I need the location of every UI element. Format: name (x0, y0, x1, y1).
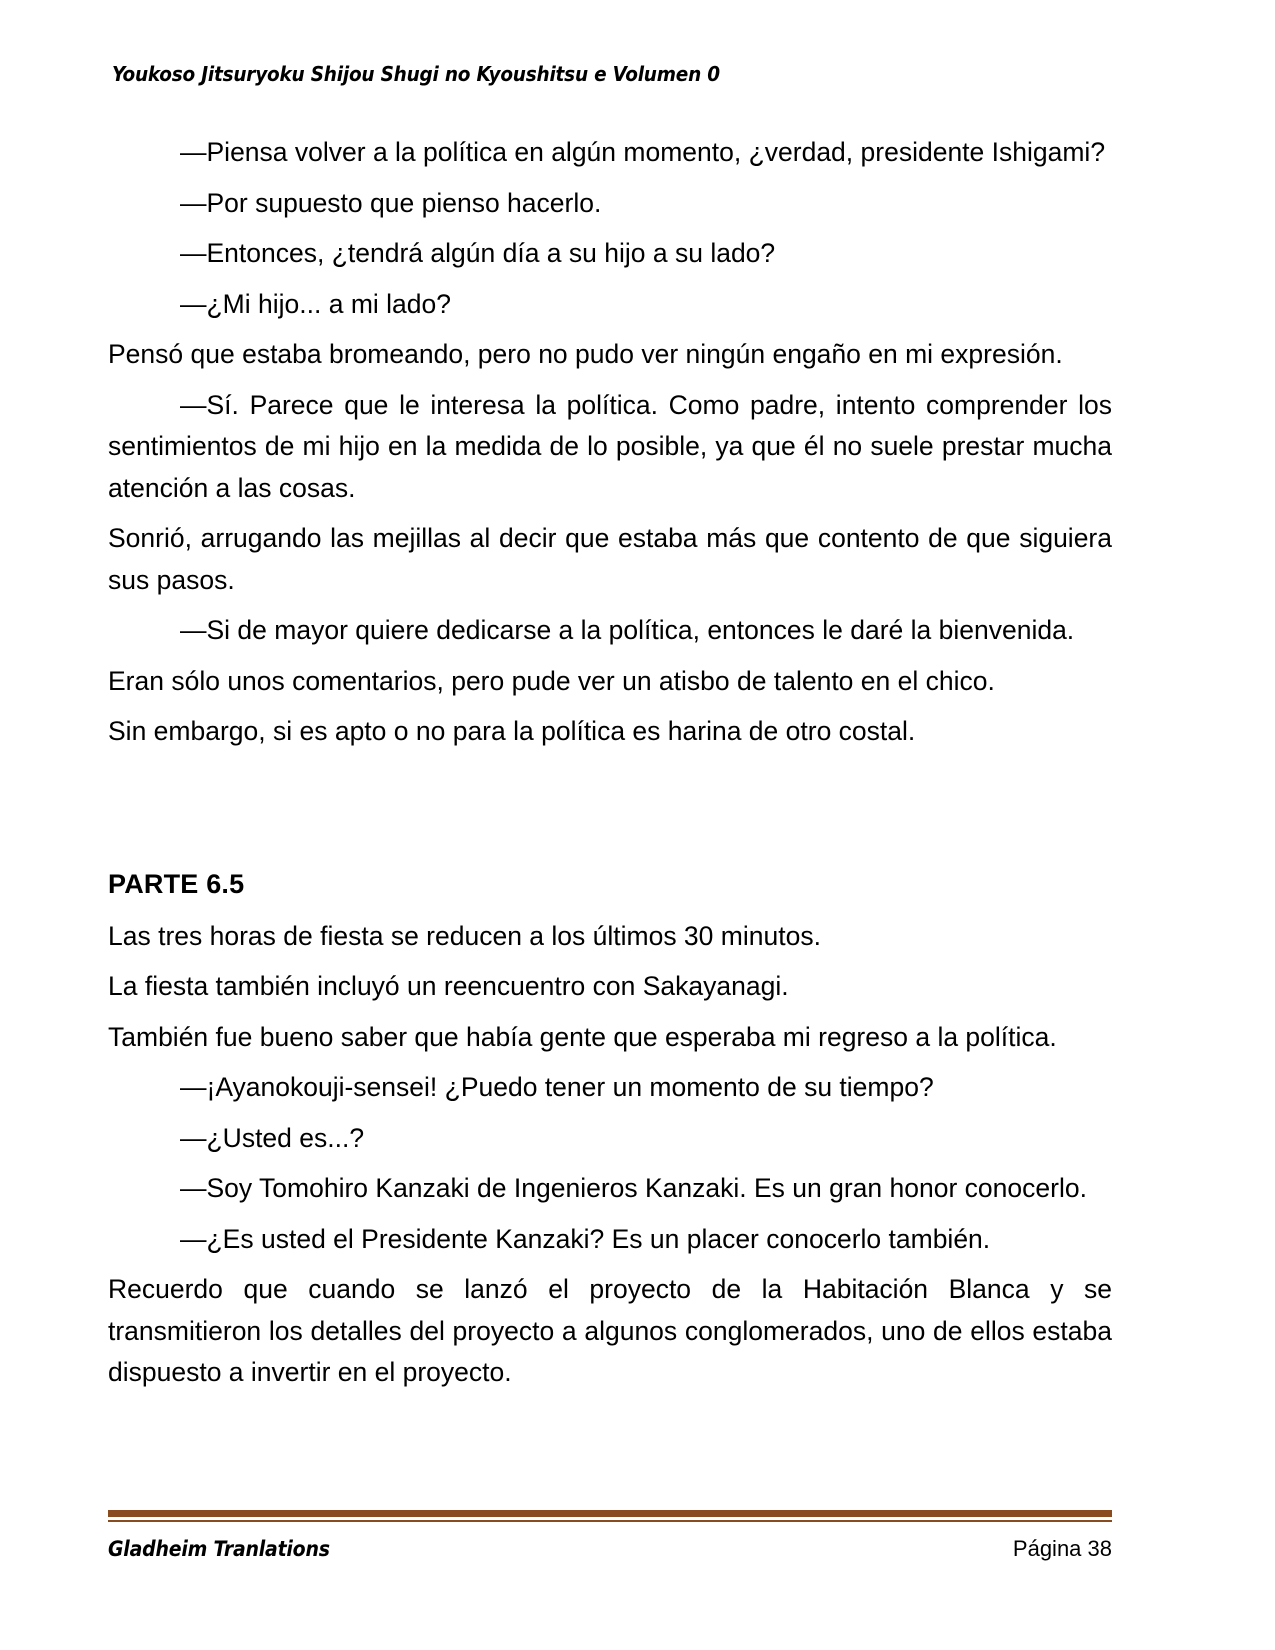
page-footer (108, 1510, 1112, 1562)
paragraph-dialogue-1: —Piensa volver a la política en algún momento, ¿verdad, presidente Ishigami? (180, 137, 1106, 167)
footer-content-row (108, 1536, 1112, 1562)
paragraph-dialogue-5: —Sí. Parece que le interesa la política. Como padre, intento comprender los sentimientos de mi hijo en la medida de lo posible, ya que él no suele prestar mucha atención a las cosas. (108, 389, 1112, 503)
paragraph-dialogue-10: —¿Es usted el Presidente Kanzaki? Es un placer conocerlo también. (180, 1223, 991, 1254)
paragraph-narration-8: Recuerdo que cuando se lanzó el proyecto de la Habitación Blanca y se transmitieron los detalles del proyecto a algunos conglomerados, uno de ellos estaba dispuesto a invertir en el proyecto. (108, 1274, 1112, 1387)
paragraph-narration-3: Eran sólo unos comentarios, pero pude ver un atisbo de talento en el chico. (108, 665, 995, 696)
footer-divider-thin (108, 1520, 1112, 1522)
paragraph-narration-6: La fiesta también incluyó un reencuentro con Sakayanagi. (108, 971, 789, 1001)
paragraph-narration-7: También fue bueno saber que había gente que esperaba mi regreso a la política. (108, 1021, 1057, 1052)
paragraph-dialogue-8: —¿Usted es...? (180, 1122, 365, 1153)
paragraph-dialogue-9: —Soy Tomohiro Kanzaki de Ingenieros Kanzaki. Es un gran honor conocerlo. (180, 1173, 1087, 1203)
paragraph-narration-4: Sin embargo, si es apto o no para la política es harina de otro costal. (108, 716, 916, 746)
paragraph-dialogue-7: —¡Ayanokouji-sensei! ¿Puedo tener un momento de su tiempo? (180, 1072, 934, 1102)
footer-divider-thick (108, 1510, 1112, 1517)
paragraph-narration-1: Pensó que estaba bromeando, pero no pudo ver ningún engaño en mi expresión. (108, 339, 1063, 369)
paragraph-narration-5: Las tres horas de fiesta se reducen a los últimos 30 minutos. (108, 920, 821, 951)
paragraph-dialogue-4: —¿Mi hijo... a mi lado? (180, 288, 451, 319)
section-spacer (108, 762, 1112, 866)
paragraph-dialogue-6: —Si de mayor quiere dedicarse a la política, entonces le daré la bienvenida. (180, 615, 1075, 645)
document-body (108, 132, 1112, 1394)
footer-translator-credit: Gladheim Tranlations (108, 1537, 330, 1561)
page-header-title: Youkoso Jitsuryoku Shijou Shugi no Kyoushitsu e Volumen 0 (112, 62, 720, 86)
section-heading-parte: PARTE 6.5 (108, 868, 245, 899)
paragraph-narration-2: Sonrió, arrugando las mejillas al decir que estaba más que contento de que siguiera sus pasos. (108, 523, 1112, 595)
paragraph-dialogue-3: —Entonces, ¿tendrá algún día a su hijo a su lado? (180, 238, 776, 268)
footer-page-number: Página 38 (1012, 1536, 1112, 1561)
paragraph-dialogue-2: —Por supuesto que pienso hacerlo. (180, 187, 602, 218)
